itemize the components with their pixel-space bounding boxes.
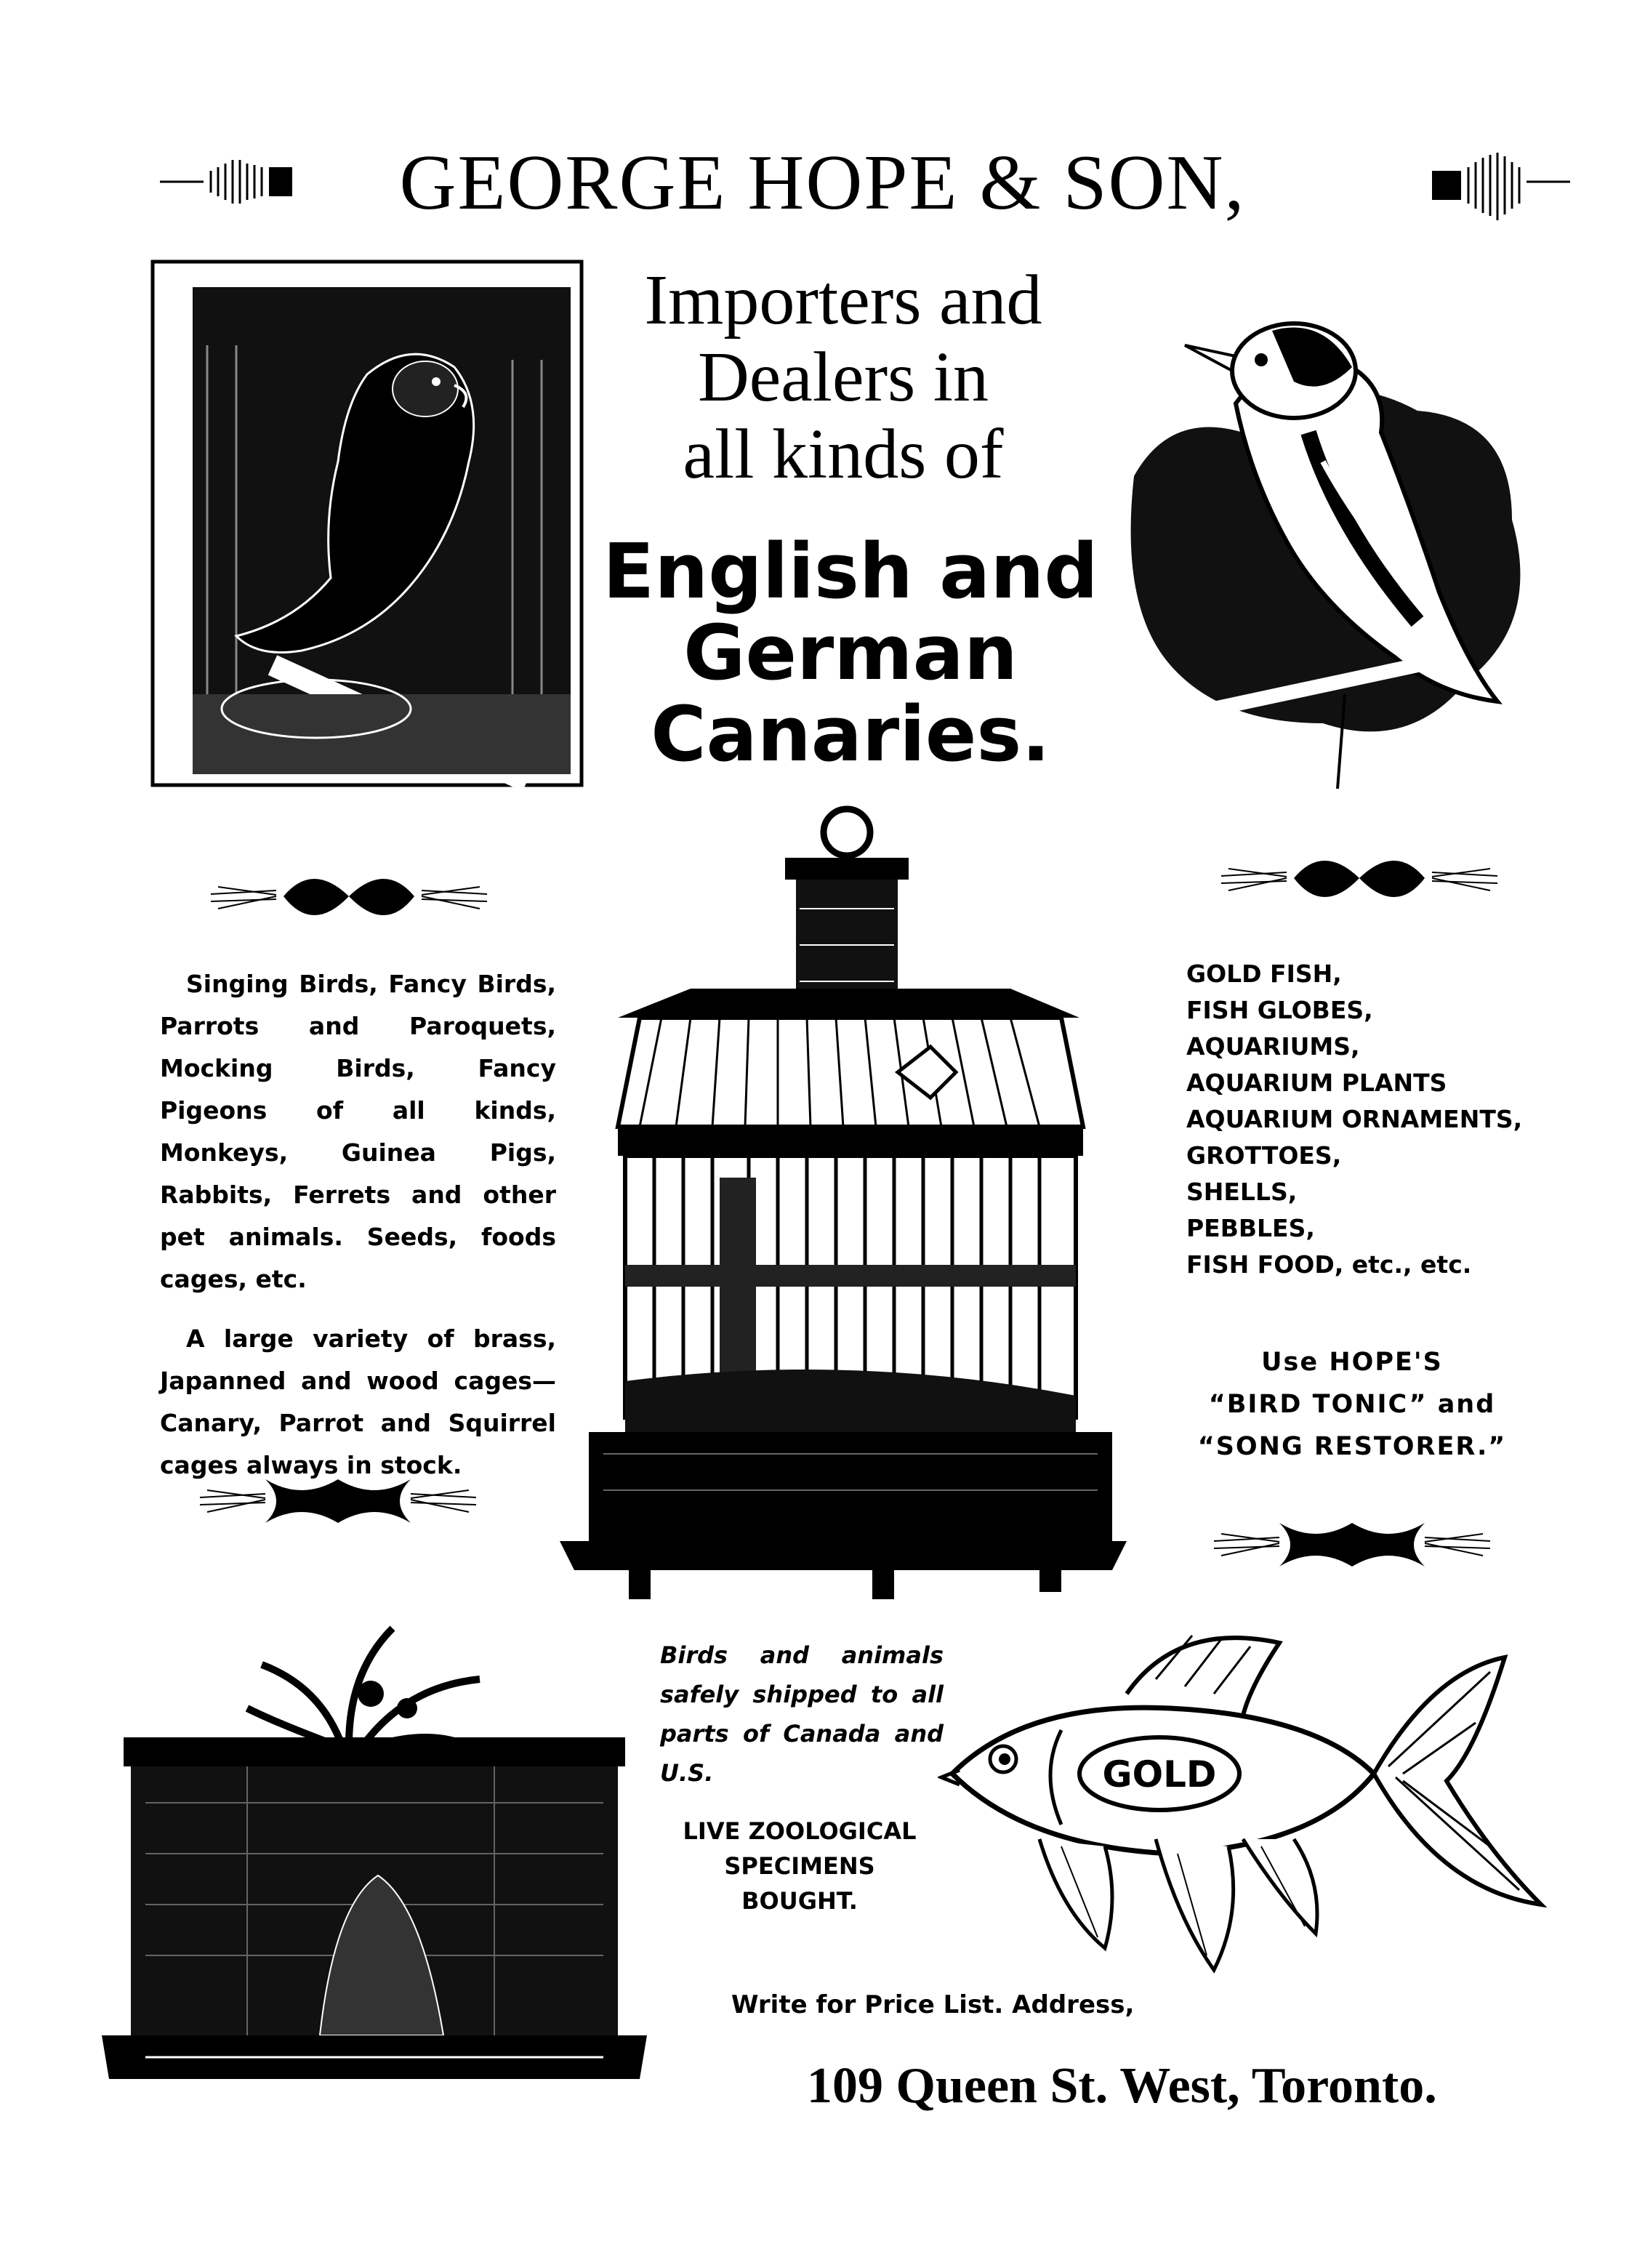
- tonic-line-2: “BIRD TONIC” and: [1208, 1390, 1496, 1419]
- list-item: GOLD FISH,: [1186, 960, 1342, 988]
- zoological-line-3: BOUGHT.: [741, 1887, 858, 1915]
- intro-line-1: Importers and: [644, 261, 1042, 339]
- list-item: AQUARIUM PLANTS: [1186, 1069, 1447, 1097]
- aquarium-list: [1186, 956, 1579, 1283]
- list-item: AQUARIUMS,: [1186, 1032, 1360, 1061]
- cages-paragraph: A large variety of brass, Japanned and wood cages—Canary, Parrot and Squirrel cages always in stock.: [160, 1324, 556, 1479]
- goldfish-illustration: [938, 1606, 1563, 1984]
- intro-text: [567, 262, 1119, 493]
- page-title: GEORGE HOPE & SON,: [399, 140, 1246, 226]
- ornament-left-upper: [204, 854, 494, 941]
- canaries-line-2: German: [683, 608, 1018, 697]
- list-item: AQUARIUM ORNAMENTS,: [1186, 1105, 1523, 1133]
- ornament-right-upper: [1214, 836, 1505, 923]
- list-item: FISH GLOBES,: [1186, 996, 1373, 1024]
- price-list-note: Write for Price List. Address,: [731, 1990, 1135, 2019]
- canaries-line-1: English and: [603, 527, 1098, 616]
- address: 109 Queen St. West, Toronto.: [807, 2058, 1437, 2114]
- aquarium-illustration: [102, 1599, 654, 2094]
- list-item: PEBBLES,: [1186, 1214, 1315, 1242]
- list-item: GROTTOES,: [1186, 1141, 1342, 1170]
- canaries-heading: [582, 527, 1119, 779]
- birdcage-illustration: [560, 800, 1127, 1599]
- header-ornament-left: [145, 149, 298, 214]
- tonic-line-1: Use HOPE'S: [1261, 1348, 1443, 1377]
- bird-tonic-notice: [1149, 1341, 1556, 1468]
- shipping-notice: Birds and animals safely shipped to all parts of Canada and U.S.: [660, 1641, 944, 1787]
- canaries-line-3: Canaries.: [651, 690, 1050, 779]
- intro-line-3: all kinds of: [683, 415, 1004, 494]
- tonic-line-3: “SONG RESTORER.”: [1197, 1432, 1507, 1461]
- pet-list-paragraph: Singing Birds, Fancy Birds, Parrots and Paroquets, Mocking Birds, Fancy Pigeons of all kinds, Monkeys, Guinea Pigs, Rabbits, Ferrets and other pet animals. Seeds, foods cages, etc.: [160, 970, 556, 1293]
- pet-list-text: [160, 963, 556, 1504]
- intro-line-2: Dealers in: [698, 338, 989, 417]
- parrot-illustration: [149, 258, 585, 789]
- list-item: SHELLS,: [1186, 1178, 1298, 1206]
- zoological-notice: [654, 1814, 945, 1918]
- header-ornament-right: [1428, 149, 1581, 229]
- fish-label: GOLD: [1102, 1753, 1217, 1796]
- zoological-line-2: SPECIMENS: [724, 1852, 875, 1880]
- ornament-right-lower: [1207, 1501, 1497, 1588]
- list-item: FISH FOOD, etc., etc.: [1186, 1250, 1472, 1279]
- goldfinch-illustration: [1105, 287, 1541, 796]
- zoological-line-1: LIVE ZOOLOGICAL: [683, 1817, 917, 1845]
